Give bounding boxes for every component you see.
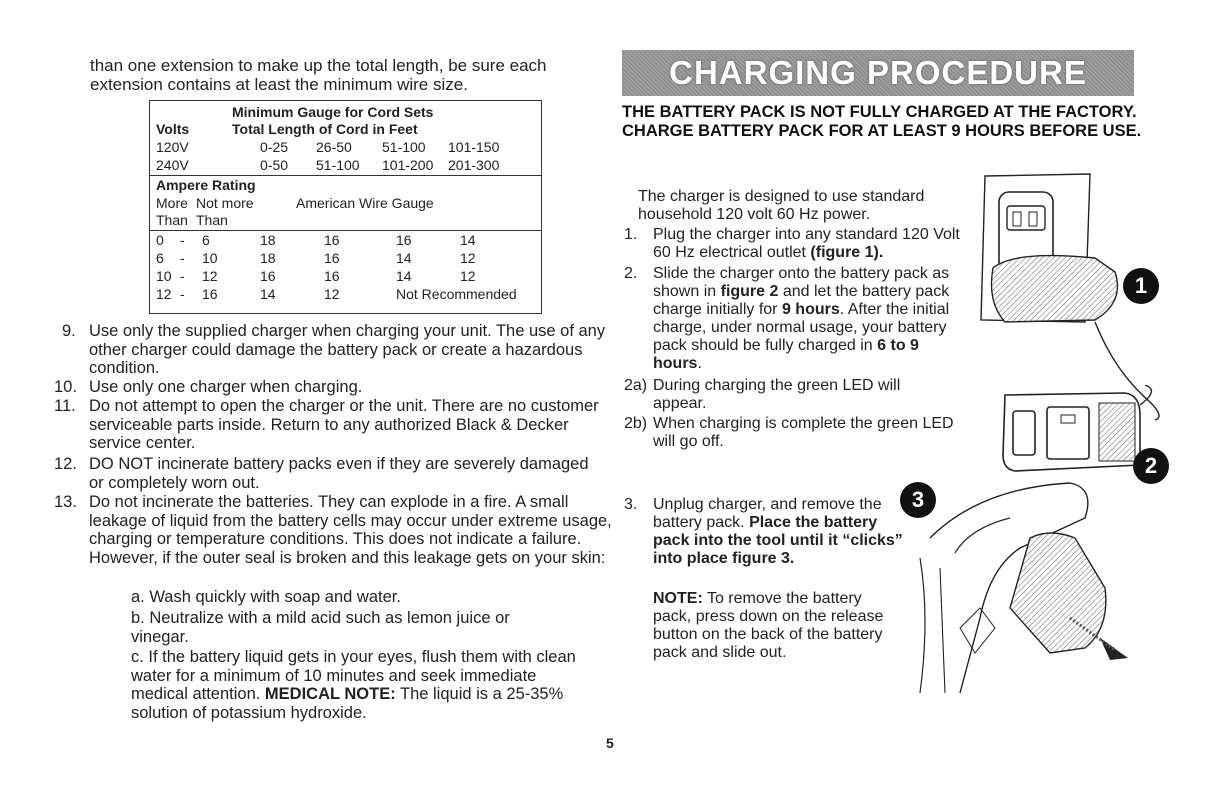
table-cell: 0-50 — [260, 157, 289, 173]
section-banner — [622, 50, 1134, 96]
figure-3-badge: 3 — [900, 482, 936, 518]
table-cell: 14 — [396, 250, 412, 266]
table-cell: 16 — [324, 232, 340, 248]
col-more: More — [156, 195, 188, 211]
ampere-header: Ampere Rating — [156, 177, 256, 193]
item-text: Use only one charger when charging. — [89, 378, 363, 396]
awg-header: American Wire Gauge — [296, 195, 434, 211]
length-header: Total Length of Cord in Feet — [232, 121, 418, 137]
table-cell: - — [180, 268, 185, 284]
item-number: 11. — [54, 397, 76, 415]
step-text: . — [697, 355, 702, 372]
table-cell: 12 — [156, 286, 172, 302]
table-cell: 18 — [260, 232, 276, 248]
table-cell: 16 — [260, 268, 276, 284]
volts-header: Volts — [156, 121, 190, 137]
charger-intro: The charger is designed to use standard household 120 volt 60 Hz power. — [638, 188, 925, 223]
item-text: Use only the supplied charger when charging your unit. The use of any other charger could damage the battery pack or create a hazardous condition. — [89, 322, 606, 377]
table-cell: 16 — [324, 268, 340, 284]
table-cell: 240V — [156, 157, 189, 173]
table-cell: Not Recommended — [396, 286, 517, 302]
sub-item-b: b. Neutralize with a mild acid such as lemon juice or vinegar. — [131, 609, 510, 646]
table-cell: 101-150 — [448, 139, 500, 155]
table-cell: - — [180, 286, 185, 302]
table-cell: 51-100 — [316, 157, 360, 173]
table-cell: 120V — [156, 139, 189, 155]
step-number: 2. — [624, 265, 638, 282]
cord-gauge-table — [149, 100, 542, 314]
table-cell: 101-200 — [382, 157, 434, 173]
step-text: During charging the green LED will appear. — [653, 377, 901, 412]
table-cell: 14 — [460, 232, 476, 248]
figure-ref: (figure 1). — [810, 244, 884, 261]
note-label: NOTE: — [653, 590, 703, 607]
item-number: 9. — [62, 322, 76, 340]
table-cell: 10 — [202, 250, 218, 266]
col-than-1: Than — [156, 212, 188, 228]
table-cell: 0-25 — [260, 139, 289, 155]
step-text: . After the initial charge, under normal usage, your battery pack should be fully charged in — [653, 301, 950, 354]
step-text: Slide the charger onto the battery pack as shown in — [653, 265, 950, 300]
step-text: and let the battery pack charge initially for — [653, 283, 950, 318]
table-cell: 201-300 — [448, 157, 500, 173]
step-number: 1. — [624, 226, 638, 243]
table-cell: 10 — [156, 268, 172, 284]
item-text: Do not attempt to open the charger or the unit. There are no customer serviceable parts inside. Return to any authorized Black & Decker service center. — [89, 397, 599, 452]
col-not-more: Not more — [196, 195, 254, 211]
col-than-2: Than — [196, 212, 228, 228]
medical-note-label: MEDICAL NOTE: — [264, 685, 396, 703]
table-cell: 12 — [460, 250, 476, 266]
table-cell: 51-100 — [382, 139, 426, 155]
step-number: 2b) — [624, 415, 648, 432]
table-cell: 12 — [202, 268, 218, 284]
section-title: CHARGING PROCEDURE — [669, 54, 1087, 91]
sub-item-c — [131, 648, 591, 722]
sub-c-text: c. If the battery liquid gets in your eyes, flush them with clean water for a minimum of 10 minutes and seek immediate medical attention. — [131, 648, 576, 703]
step-number: 2a) — [624, 377, 648, 394]
table-divider — [150, 230, 541, 231]
step-number: 3. — [624, 496, 638, 513]
item-number: 10. — [54, 378, 77, 396]
table-cell: 12 — [460, 268, 476, 284]
item-number: 12. — [54, 455, 77, 473]
figure-3-tool-battery — [900, 478, 1145, 698]
table-cell: - — [180, 250, 185, 266]
step-text: Plug the charger into any standard 120 Volt 60 Hz electrical outlet — [653, 226, 960, 261]
item-text: DO NOT incinerate battery packs even if they are severely damaged or completely worn out. — [89, 455, 589, 492]
table-divider — [150, 175, 541, 176]
table-title: Minimum Gauge for Cord Sets — [232, 104, 434, 120]
sub-item-a: a. Wash quickly with soap and water. — [131, 588, 401, 606]
hours-bold: 9 hours — [781, 301, 840, 318]
table-cell: 18 — [260, 250, 276, 266]
step-bold-text: Place the battery pack into the tool until it “clicks” into place figure 3. — [653, 514, 903, 567]
figure-ref: figure 2 — [720, 283, 779, 300]
note — [653, 590, 903, 662]
table-cell: 6 — [202, 232, 210, 248]
figure-2-badge: 2 — [1133, 448, 1169, 484]
table-cell: 26-50 — [316, 139, 352, 155]
table-cell: - — [180, 232, 185, 248]
item-number: 13. — [54, 493, 77, 511]
table-cell: 12 — [324, 286, 340, 302]
table-cell: 6 — [156, 250, 164, 266]
table-cell: 16 — [202, 286, 218, 302]
step-text: Unplug charger, and remove the battery pack. — [653, 496, 882, 531]
charge-warning: THE BATTERY PACK IS NOT FULLY CHARGED AT THE FACTORY. CHARGE BATTERY PACK FOR AT LEAST 9 HOURS BEFORE USE. — [622, 103, 1142, 140]
note-text: To remove the battery pack, press down on the release button on the back of the battery pack and slide out. — [653, 590, 884, 661]
table-cell: 14 — [260, 286, 276, 302]
sub-c-tail: The liquid is a 25-35% solution of potassium hydroxide. — [131, 685, 564, 722]
table-cell: 16 — [396, 232, 412, 248]
step-text: When charging is complete the green LED will go off. — [653, 415, 954, 450]
table-cell: 16 — [324, 250, 340, 266]
hours-range-bold: 6 to 9 hours — [653, 337, 919, 372]
intro-text: than one extension to make up the total length, be sure each extension contains at least the minimum wire size. — [90, 56, 547, 94]
item-text: Do not incinerate the batteries. They can explode in a fire. A small leakage of liquid from the battery cells may occur under extreme usage, charging or temperature conditions. This does not indicate a failure. However, if the outer seal is broken and this leakage gets on your skin: — [89, 493, 612, 567]
table-cell: 14 — [396, 268, 412, 284]
page-number: 5 — [606, 735, 614, 751]
figure-1-badge: 1 — [1123, 268, 1159, 304]
table-cell: 0 — [156, 232, 164, 248]
